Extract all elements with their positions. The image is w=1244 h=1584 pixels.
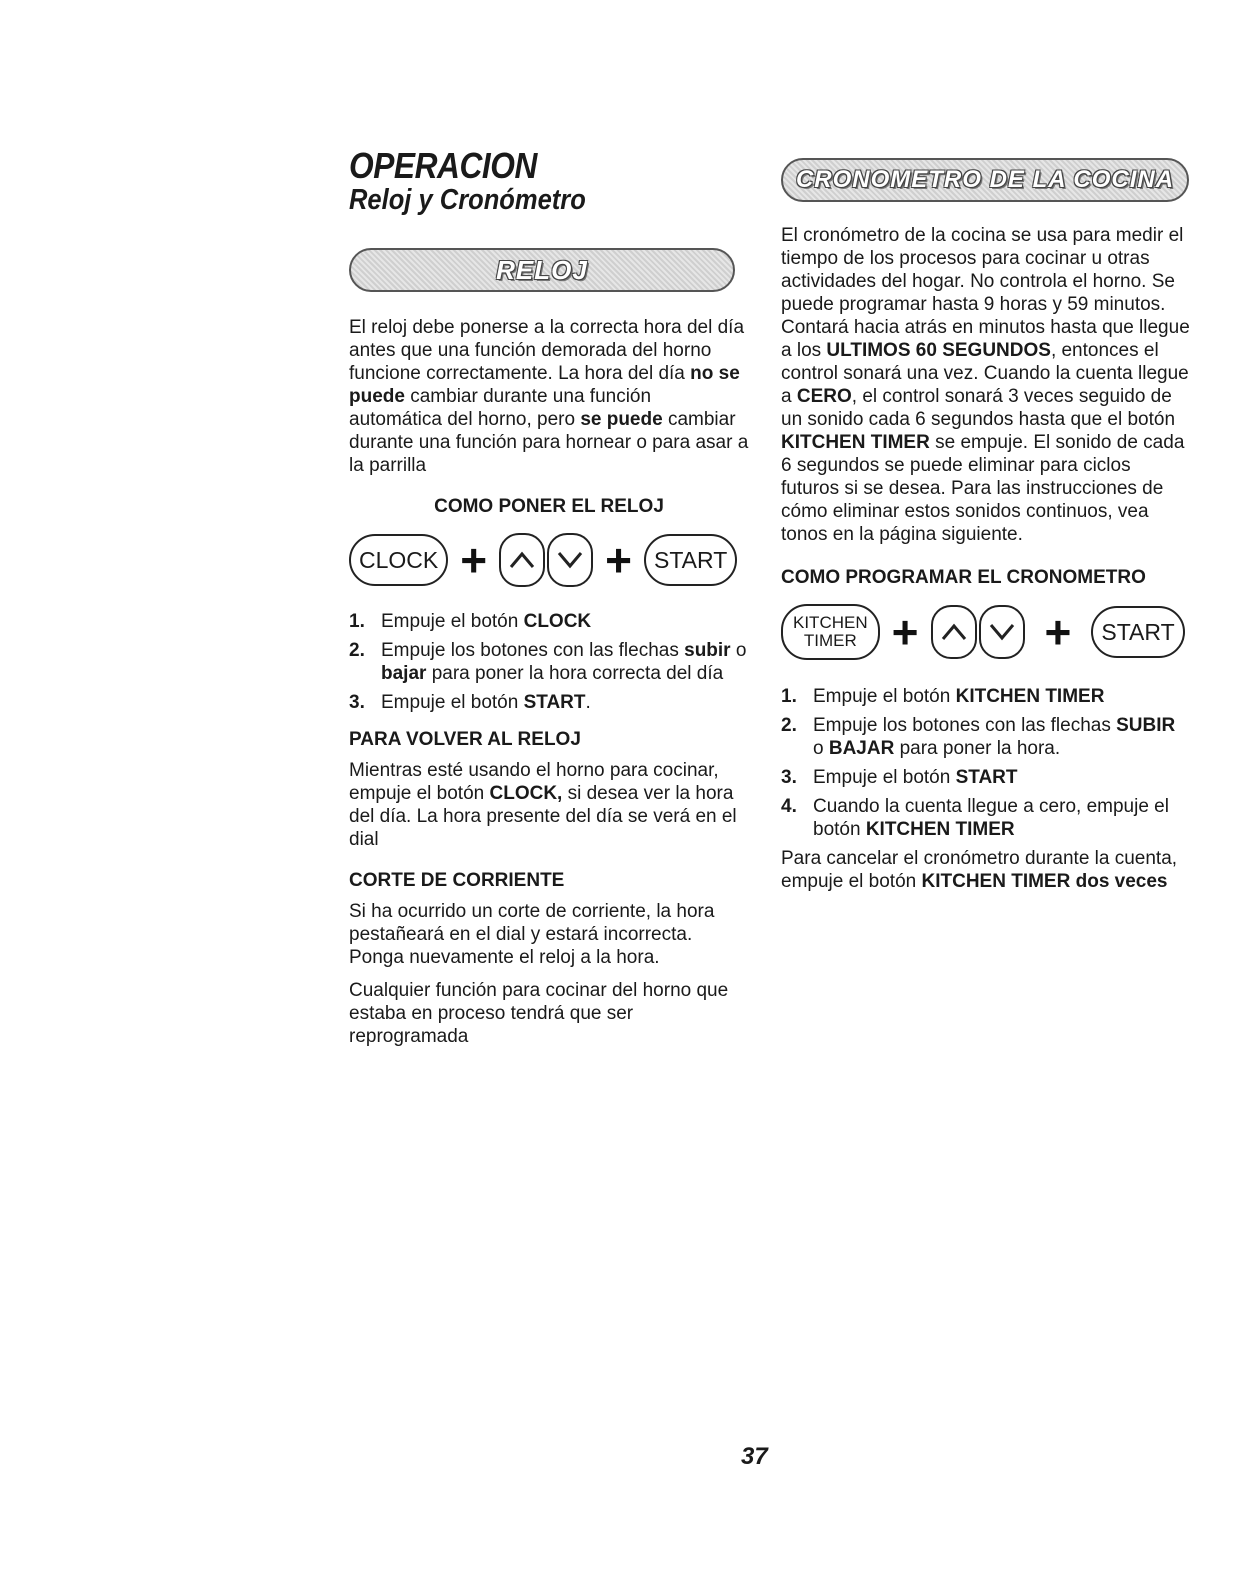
plus-sign: + — [891, 606, 919, 658]
text-run: , entonces el control sonará una vez. Cuando la cuenta llegue a — [781, 340, 1189, 407]
up-arrow-icon — [499, 533, 545, 587]
text-run: Empuje el botón — [813, 686, 956, 707]
bold-text: bajar — [381, 663, 427, 684]
text-run: Empuje los botones con las flechas — [381, 640, 685, 661]
step-item — [349, 691, 749, 714]
bold-text: se puede — [580, 409, 663, 430]
bold-text: subir — [684, 640, 731, 661]
right-column — [781, 158, 1191, 893]
timer-key-sequence — [781, 589, 1191, 675]
return-clock-heading: PARA VOLVER AL RELOJ — [349, 729, 581, 750]
text-run: . — [585, 692, 591, 713]
text-run: Empuje el botón — [381, 692, 524, 713]
text-run: o — [730, 640, 747, 661]
text-run: si desea ver la hora del día. La hora presente del día se verá en el dial — [349, 783, 737, 850]
step-number: 1. — [349, 611, 365, 632]
step-item — [781, 795, 1191, 841]
power-outage-text: Si ha ocurrido un corte de corriente, la hora pestañeará en el dial y estará incorrecta. Ponga nuevamente el reloj a la hora. — [349, 901, 715, 968]
power-outage-note: Cualquier función para cocinar del horno que estaba en proceso tendrá que ser reprogramada — [349, 980, 729, 1047]
text-run: Mientras esté usando el horno para cocinar, empuje el botón — [349, 760, 719, 804]
text-run: El cronómetro de la cocina se usa para medir el tiempo de los procesos para cocinar u otras actividades del hogar. No controla el horno. Se puede programar hasta 9 horas y 59 minutos. Contará hacia atrás en minutos hasta que llegue a los — [781, 225, 1190, 361]
bold-text: KITCHEN TIMER — [781, 432, 930, 453]
program-timer-heading: COMO PROGRAMAR EL CRONOMETRO — [781, 567, 1146, 588]
down-arrow-icon — [979, 605, 1025, 659]
text-run: se empuje. El sonido de cada 6 segundos se puede eliminar para ciclos futuros si se desea. Para las instrucciones de cómo eliminar estos sonidos continuos, vea tonos en la página siguiente. — [781, 432, 1185, 545]
bold-text: KITCHEN TIMER — [955, 686, 1105, 707]
text-run: cambiar durante una función para hornear o para asar a la parrilla — [349, 409, 749, 476]
page-subtitle: Reloj y Cronómetro — [349, 184, 586, 216]
cronometro-banner — [781, 158, 1189, 202]
text-run: Para cancelar el cronómetro durante la cuenta, empuje el botón — [781, 848, 1178, 892]
reloj-banner — [349, 248, 735, 292]
plus-sign: + — [1044, 606, 1072, 658]
text-run: Empuje los botones con las flechas — [813, 715, 1117, 736]
bold-text: CLOCK, — [489, 783, 563, 804]
set-clock-heading: COMO PONER EL RELOJ — [434, 496, 664, 517]
arrow-keys — [499, 533, 593, 587]
step-item — [781, 685, 1191, 708]
text-run: Cuando la cuenta llegue a cero, empuje el botón — [813, 796, 1169, 840]
page-title: OPERACION — [349, 145, 537, 186]
text-run: Empuje el botón — [813, 767, 956, 788]
bold-text: SUBIR — [1116, 715, 1176, 736]
bold-text: START — [523, 692, 586, 713]
bold-text: KITCHEN TIMER — [865, 819, 1015, 840]
kitchen-timer-key-line2: TIMER — [803, 631, 857, 650]
timer-steps — [781, 685, 1191, 841]
step-number: 3. — [781, 767, 797, 788]
bold-text: KITCHEN TIMER dos veces — [921, 871, 1168, 892]
text-run: o — [813, 738, 829, 759]
step-text — [381, 639, 749, 685]
bold-text: BAJAR — [828, 738, 895, 759]
bold-text: CLOCK — [523, 611, 592, 632]
reloj-banner-label: RELOJ — [496, 255, 588, 285]
power-outage-heading: CORTE DE CORRIENTE — [349, 870, 565, 891]
step-item — [349, 610, 749, 633]
clock-key: CLOCK — [349, 534, 448, 586]
bold-text: START — [955, 767, 1018, 788]
step-text — [813, 714, 1191, 760]
up-arrow-icon — [931, 605, 977, 659]
step-text — [813, 685, 1104, 708]
step-item — [781, 766, 1191, 789]
kitchen-timer-key — [781, 604, 880, 660]
step-number: 1. — [781, 686, 797, 707]
start-key: START — [1091, 606, 1184, 658]
text-run: Empuje el botón — [381, 611, 524, 632]
page-number: 37 — [741, 1443, 768, 1470]
kitchen-timer-key-line1: KITCHEN — [793, 613, 868, 632]
arrow-keys — [931, 605, 1025, 659]
step-number: 2. — [349, 640, 365, 661]
bold-text: ULTIMOS 60 SEGUNDOS — [826, 340, 1051, 361]
step-number: 4. — [781, 796, 797, 817]
clock-key-sequence — [349, 518, 749, 602]
step-text — [813, 795, 1191, 841]
cronometro-intro — [781, 224, 1191, 546]
step-number: 3. — [349, 692, 365, 713]
text-run: para poner la hora correcta del día — [426, 663, 724, 684]
clock-steps — [349, 610, 749, 714]
left-column — [349, 145, 749, 1048]
text-run: , el control sonará 3 veces seguido de un sonido cada 6 segundos hasta que el botón — [781, 386, 1176, 430]
plus-sign: + — [460, 534, 488, 586]
step-text — [813, 766, 1018, 789]
return-clock-text — [349, 759, 749, 851]
plus-sign: + — [605, 534, 632, 586]
start-key: START — [644, 534, 737, 586]
bold-text: no se puede — [349, 363, 740, 407]
text-run: para poner la hora. — [894, 738, 1061, 759]
text-run: cambiar durante una función automática del horno, pero — [349, 386, 652, 430]
step-item — [781, 714, 1191, 760]
step-number: 2. — [781, 715, 797, 736]
down-arrow-icon — [547, 533, 593, 587]
cronometro-banner-label: CRONOMETRO DE LA COCINA — [795, 166, 1175, 193]
step-text — [381, 610, 591, 633]
cancel-timer-text — [781, 847, 1191, 893]
text-run: El reloj debe ponerse a la correcta hora del día antes que una función demorada del horno funcione correctamente. La hora del día — [349, 317, 745, 384]
step-text — [381, 691, 591, 714]
bold-text: CERO — [796, 386, 852, 407]
step-item — [349, 639, 749, 685]
reloj-intro — [349, 316, 749, 477]
